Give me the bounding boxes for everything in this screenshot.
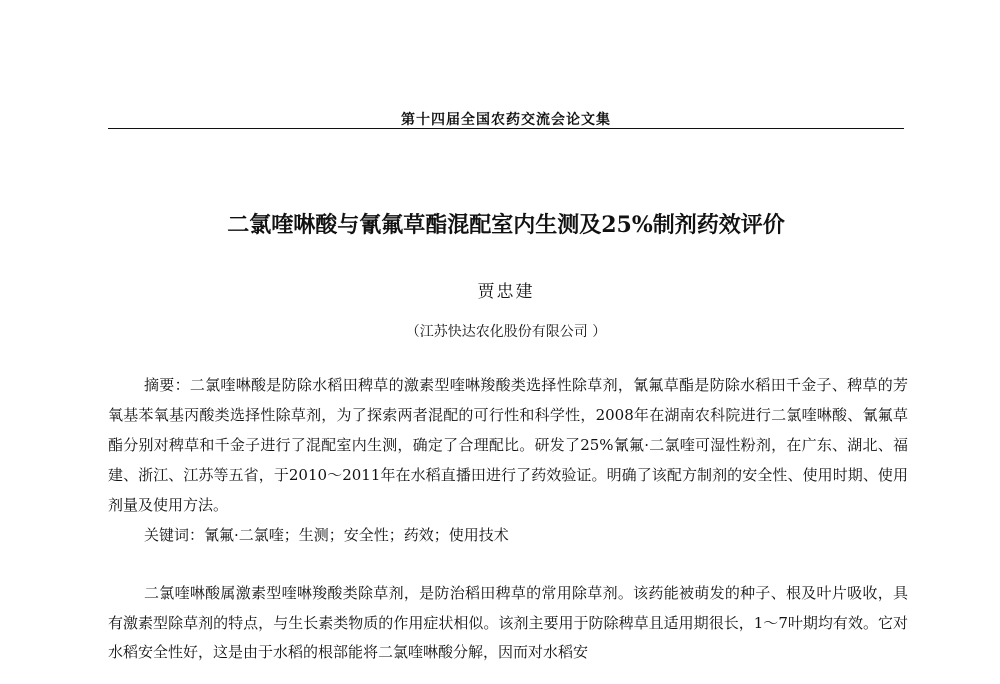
abstract-paragraph: 摘要：二氯喹啉酸是防除水稻田稗草的激素型喹啉羧酸类选择性除草剂，氰氟草酯是防除水稻田千金子、稗草的芳氧基苯氧基丙酸类选择性除草剂，为了探索两者混配的可行性和科学性，2008年在湖南农科院进行二氯喹啉酸、氰氟草酯分别对稗草和千金子进行了混配室内生测，确定了合理配比。研发了25%氰氟·二氯喹可湿性粉剂，在广东、湖北、福建、浙江、江苏等五省，于2010～2011年在水稻直播田进行了药效验证。明确了该配方制剂的安全性、使用时期、使用剂量及使用方法。: [108, 376, 908, 514]
running-header: 第十四届全国农药交流会论文集: [401, 112, 611, 128]
author-affiliation: （江苏快达农化股份有限公司 ）: [405, 324, 607, 340]
body-paragraph: 二氯喹啉酸属激素型喹啉羧酸类除草剂，是防治稻田稗草的常用除草剂。该药能被萌发的种子、根及叶片吸收，具有激素型除草剂的特点，与生长素类物质的作用症状相似。该剂主要用于防除稗草且适用期很长，1～7叶期均有效。它对水稻安全性好，这是由于水稻的根部能将二氯喹啉酸分解，因而对水稻安: [108, 584, 908, 661]
paper-title: 二氯喹啉酸与氰氟草酯混配室内生测及25%制剂药效评价: [227, 212, 785, 238]
author-name: 贾忠建: [477, 282, 535, 302]
keywords-line: 关键词：氰氟·二氯喹；生测；安全性；药效；使用技术: [144, 526, 509, 544]
header-rule: [108, 128, 904, 129]
